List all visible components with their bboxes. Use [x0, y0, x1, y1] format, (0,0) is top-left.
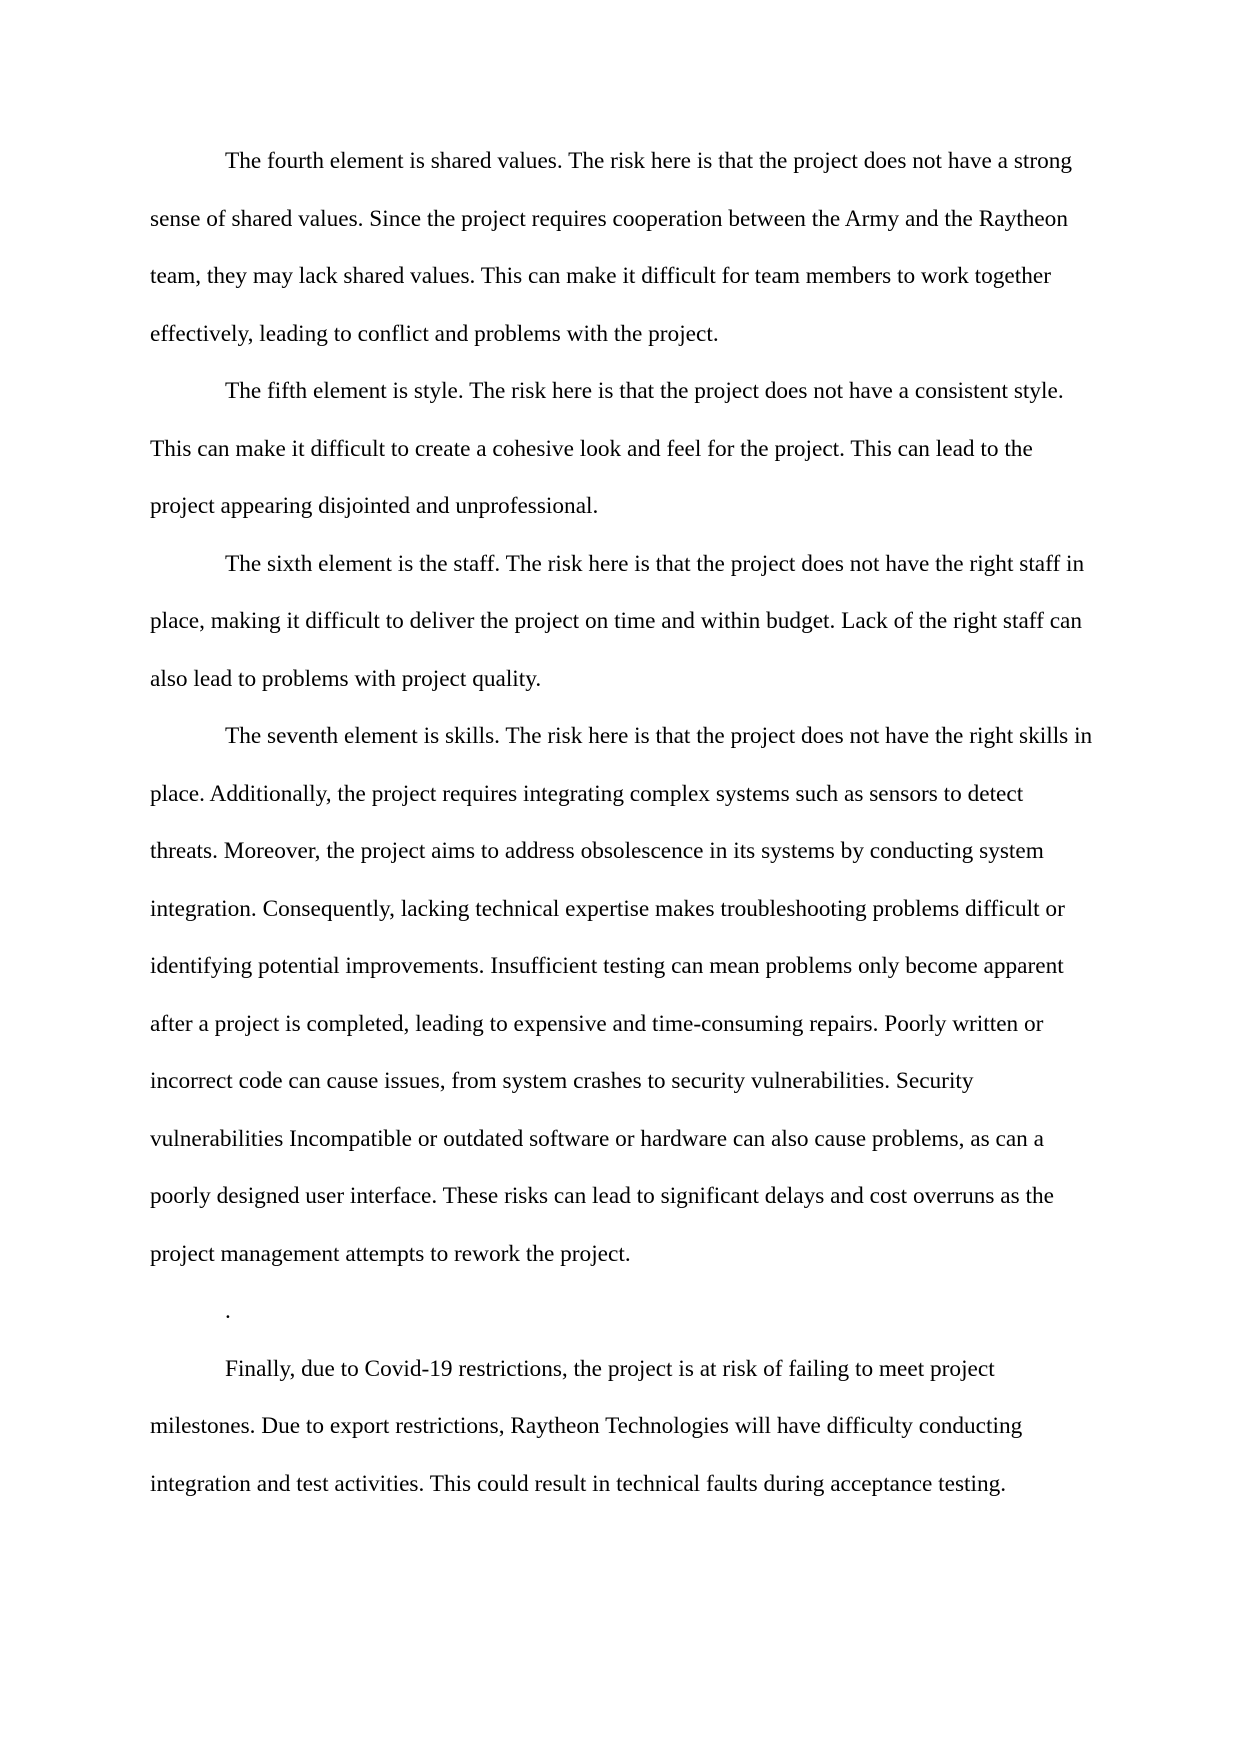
document-body: [150, 133, 1096, 1513]
paragraph-staff: The sixth element is the staff. The risk here is that the project does not have the right staff in place, making it difficult to deliver the project on time and within budget. Lack of the right staff can also lead to problems with project quality.: [150, 550, 1085, 692]
paragraph-style: The fifth element is style. The risk here is that the project does not have a consistent style. This can make it difficult to create a cohesive look and feel for the project. This can lead to the project appearing disjointed and unprofessional.: [150, 378, 1064, 519]
paragraph-skills: The seventh element is skills. The risk here is that the project does not have the right skills in place. Additionally, the project requires integrating complex systems such as sensors to detect threats. Moreover, the project aims to address obsolescence in its systems by conducting system integration. Consequently, lacking technical expertise makes troubleshooting problems difficult or identifying potential improvements. Insufficient testing can mean problems only become apparent after a project is completed, leading to expensive and time-consuming repairs. Poorly written or incorrect code can cause issues, from system crashes to security vulnerabilities. Security vulnerabilities Incompatible or outdated software or hardware can also cause problems, as can a poorly designed user interface. These risks can lead to significant delays and cost overruns as the project management attempts to rework the project.: [150, 723, 1093, 1267]
stray-period-line: .: [225, 1298, 231, 1324]
paragraph-covid-restrictions: Finally, due to Covid-19 restrictions, the project is at risk of failing to meet project milestones. Due to export restrictions, Raytheon Technologies will have difficulty conducting integration and test activities. This could result in technical faults during acceptance testing.: [150, 1355, 1023, 1497]
paragraph-shared-values: The fourth element is shared values. The risk here is that the project does not have a strong sense of shared values. Since the project requires cooperation between the Army and the Raytheon team, they may lack shared values. This can make it difficult for team members to work together effectively, leading to conflict and problems with the project.: [150, 148, 1073, 347]
